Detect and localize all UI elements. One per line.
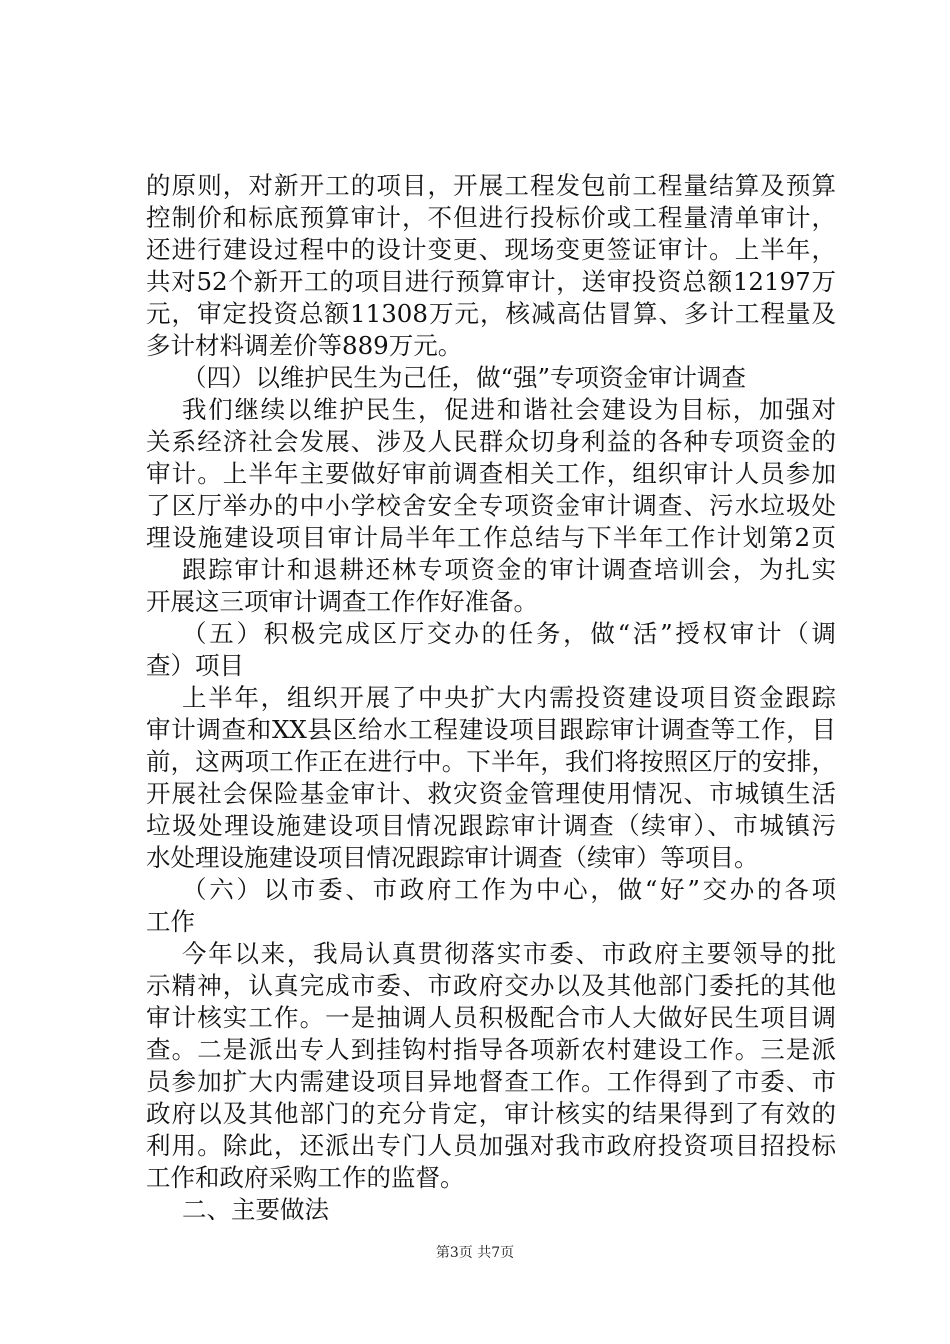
text-line: 多计材料调差价等889万元。 (146, 331, 463, 360)
text-line: 元，审定投资总额11308万元，核减高估冒算、多计工程量及 (146, 299, 836, 328)
text-line: 理设施建设项目审计局半年工作总结与下半年工作计划第2页 (146, 523, 836, 552)
text-line: 了区厅举办的中小学校舍安全专项资金审计调查、污水垃圾处 (146, 491, 836, 520)
text-line: 开展社会保险基金审计、救灾资金管理使用情况、市城镇生活 (146, 779, 836, 808)
text-line: 审计。上半年主要做好审前调查相关工作，组织审计人员参加 (146, 459, 836, 488)
text-line: 今年以来，我局认真贯彻落实市委、市政府主要领导的批 (182, 939, 836, 968)
section-heading: （五）积极完成区厅交办的任务，做“活”授权审计（调 (182, 619, 836, 648)
text-line: 审计调查和XX县区给水工程建设项目跟踪审计调查等工作，目 (146, 715, 836, 744)
text-line: 示精神，认真完成市委、市政府交办以及其他部门委托的其他 (146, 971, 836, 1000)
text-line: 政府以及其他部门的充分肯定，审计核实的结果得到了有效的 (146, 1099, 836, 1128)
text-line: 的原则，对新开工的项目，开展工程发包前工程量结算及预算 (146, 171, 836, 200)
text-line: 上半年，组织开展了中央扩大内需投资建设项目资金跟踪 (182, 683, 836, 712)
section-heading-continued: 查）项目 (146, 651, 244, 680)
text-line: 垃圾处理设施建设项目情况跟踪审计调查（续审）、市城镇污 (146, 811, 836, 840)
section-heading-continued: 工作 (146, 907, 195, 936)
text-line: 利用。除此，还派出专门人员加强对我市政府投资项目招投标 (146, 1131, 836, 1160)
text-line: 跟踪审计和退耕还林专项资金的审计调查培训会，为扎实 (182, 555, 836, 584)
text-line: 共对52个新开工的项目进行预算审计，送审投资总额12197万 (146, 267, 836, 296)
section-heading: （六）以市委、市政府工作为中心，做“好”交办的各项 (182, 875, 836, 904)
text-line: 我们继续以维护民生，促进和谐社会建设为目标，加强对 (182, 395, 836, 424)
text-line: 关系经济社会发展、涉及人民群众切身利益的各种专项资金的 (146, 427, 836, 456)
text-line: 员参加扩大内需建设项目异地督查工作。工作得到了市委、市 (146, 1067, 836, 1096)
text-line: 开展这三项审计调查工作作好准备。 (146, 587, 538, 616)
text-line: 控制价和标底预算审计，不但进行投标价或工程量清单审计， (146, 203, 836, 232)
text-line: 工作和政府采购工作的监督。 (146, 1163, 465, 1192)
section-heading: 二、主要做法 (182, 1195, 329, 1224)
text-line: 查。二是派出专人到挂钩村指导各项新农村建设工作。三是派 (146, 1035, 836, 1064)
text-line: 还进行建设过程中的设计变更、现场变更签证审计。上半年， (146, 235, 836, 264)
text-line: 前，这两项工作正在进行中。下半年，我们将按照区厅的安排， (146, 747, 836, 776)
page-number: 第3页 共7页 (435, 1245, 515, 1261)
section-heading: （四）以维护民生为己任，做“强”专项资金审计调查 (182, 363, 747, 392)
text-line: 审计核实工作。一是抽调人员积极配合市人大做好民生项目调 (146, 1003, 836, 1032)
text-line: 水处理设施建设项目情况跟踪审计调查（续审）等项目。 (146, 843, 759, 872)
document-body (146, 170, 836, 1226)
